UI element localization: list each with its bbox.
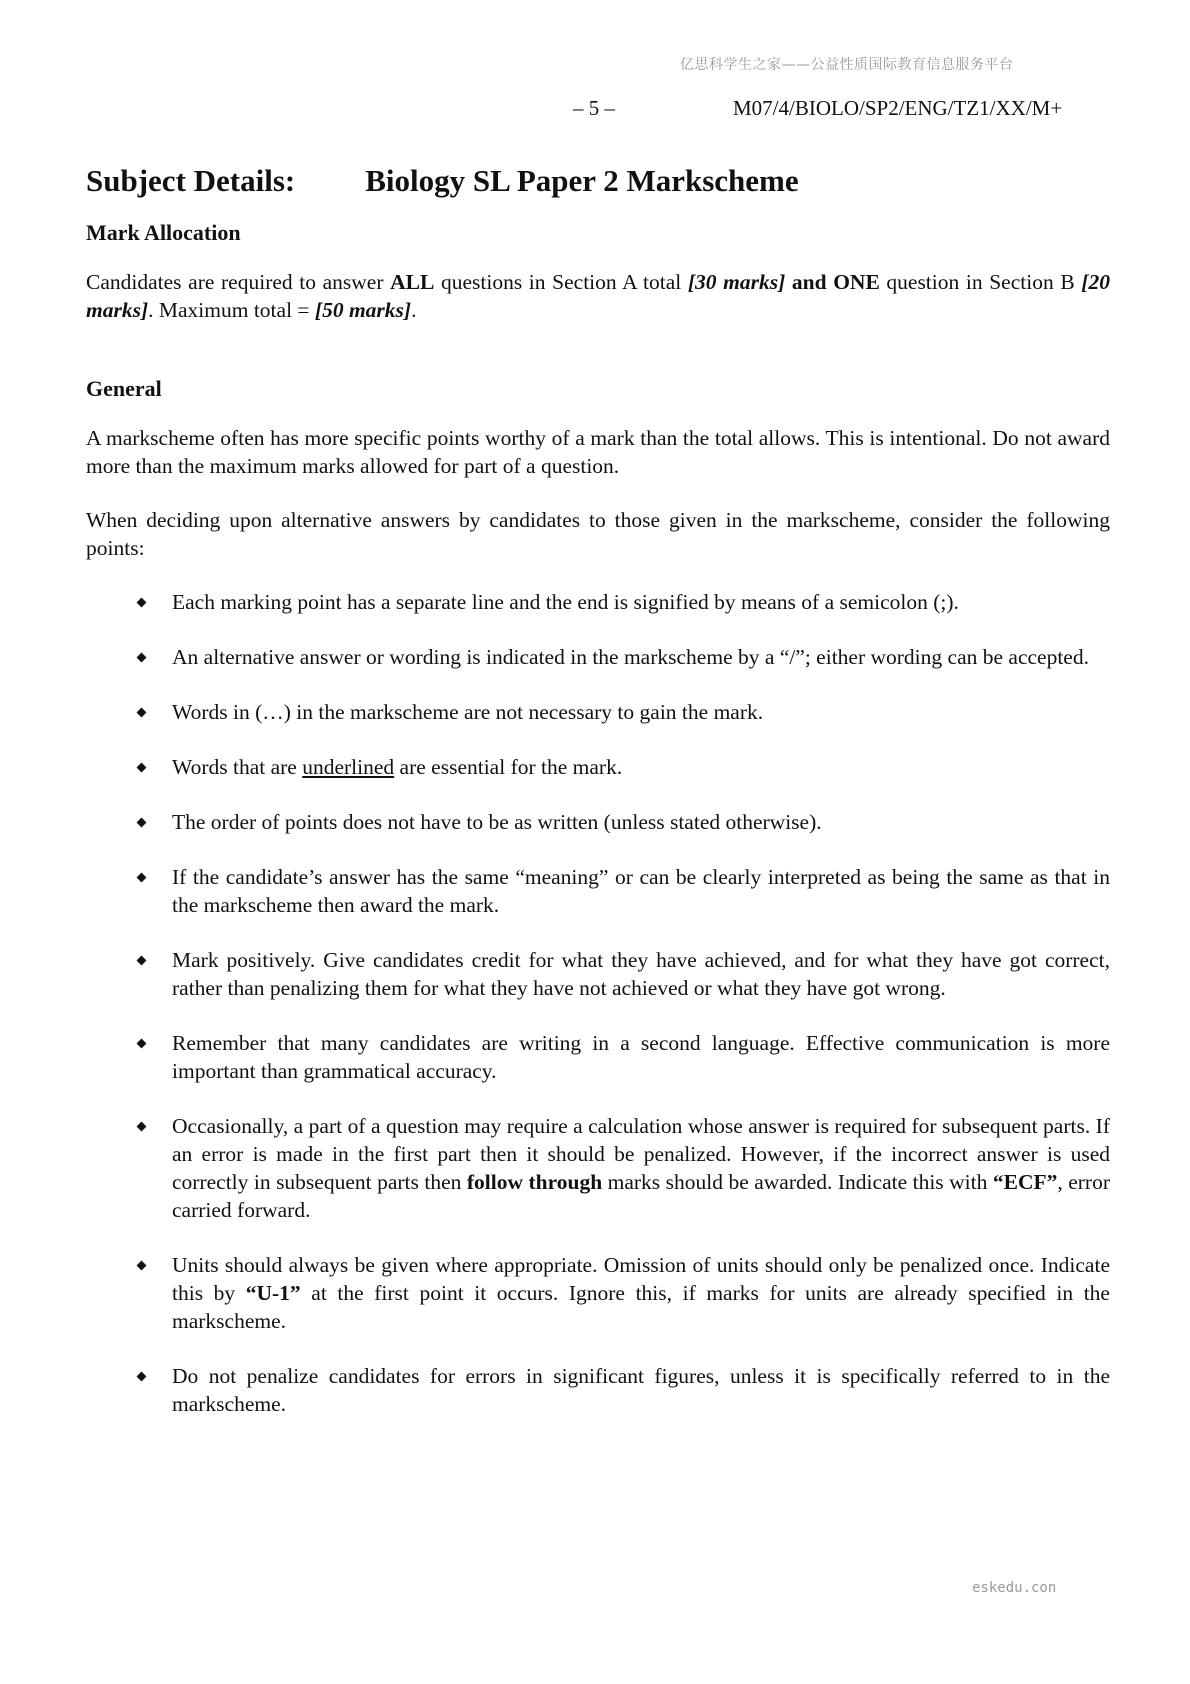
list-item: Units should always be given where appropriate. Omission of units should only be penalized once. Indicate this by “U-1” at the first point it occurs. Ignore this, if marks for units are already specified in the markscheme. [86, 1251, 1110, 1335]
watermark-bottom: eskedu.con [972, 1580, 1057, 1596]
list-item: Each marking point has a separate line and the end is signified by means of a semicolon (;). [86, 588, 1110, 616]
diamond-bullet-icon [137, 1372, 147, 1382]
list-item: Mark positively. Give candidates credit for what they have achieved, and for what they have got correct, rather than penalizing them for what they have not achieved or what they have got wrong. [86, 946, 1110, 1002]
general-heading: General [86, 376, 162, 401]
page-title [86, 160, 1110, 202]
list-item: Remember that many candidates are writing in a second language. Effective communication is more important than grammatical accuracy. [86, 1029, 1110, 1085]
list-item: The order of points does not have to be as written (unless stated otherwise). [86, 808, 1110, 836]
page-number: – 5 – [573, 96, 615, 120]
title-subject: Biology SL Paper 2 Markscheme [365, 163, 799, 198]
page-header [0, 96, 1190, 126]
diamond-bullet-icon [137, 956, 147, 966]
diamond-bullet-icon [137, 653, 147, 663]
marking-points-list [86, 588, 1110, 1418]
list-item: Do not penalize candidates for errors in significant figures, unless it is specifically referred to in the markscheme. [86, 1362, 1110, 1418]
diamond-bullet-icon [137, 598, 147, 608]
list-item: An alternative answer or wording is indicated in the markscheme by a “/”; either wording can be accepted. [86, 643, 1110, 671]
title-label: Subject Details: [86, 163, 296, 198]
page-content [86, 160, 1110, 1445]
diamond-bullet-icon [137, 1122, 147, 1132]
general-paragraph-1: A markscheme often has more specific points worthy of a mark than the total allows. This is intentional. Do not award more than the maximum marks allowed for part of a question. [86, 426, 1110, 478]
list-item: Words in (…) in the markscheme are not necessary to gain the mark. [86, 698, 1110, 726]
list-item: Words that are underlined are essential for the mark. [86, 753, 1110, 781]
diamond-bullet-icon [137, 873, 147, 883]
diamond-bullet-icon [137, 818, 147, 828]
watermark-top: 亿思科学生之家——公益性质国际教育信息服务平台 [680, 57, 1014, 73]
diamond-bullet-icon [137, 763, 147, 773]
general-paragraph-2: When deciding upon alternative answers by candidates to those given in the markscheme, consider the following points: [86, 508, 1110, 560]
mark-allocation-paragraph: Candidates are required to answer ALL questions in Section A total [30 marks] and ONE question in Section B [20 marks]. Maximum total = [50 marks]. [86, 270, 1110, 322]
diamond-bullet-icon [137, 708, 147, 718]
list-item: If the candidate’s answer has the same “meaning” or can be clearly interpreted as being the same as that in the markscheme then award the mark. [86, 863, 1110, 919]
list-item: Occasionally, a part of a question may require a calculation whose answer is required for subsequent parts. If an error is made in the first part then it should be penalized. However, if the incorrect answer is used correctly in subsequent parts then follow through marks should be awarded. Indicate this with “ECF”, error carried forward. [86, 1112, 1110, 1224]
diamond-bullet-icon [137, 1039, 147, 1049]
mark-allocation-heading: Mark Allocation [86, 220, 241, 245]
diamond-bullet-icon [137, 1261, 147, 1271]
document-code: M07/4/BIOLO/SP2/ENG/TZ1/XX/M+ [733, 96, 1063, 120]
